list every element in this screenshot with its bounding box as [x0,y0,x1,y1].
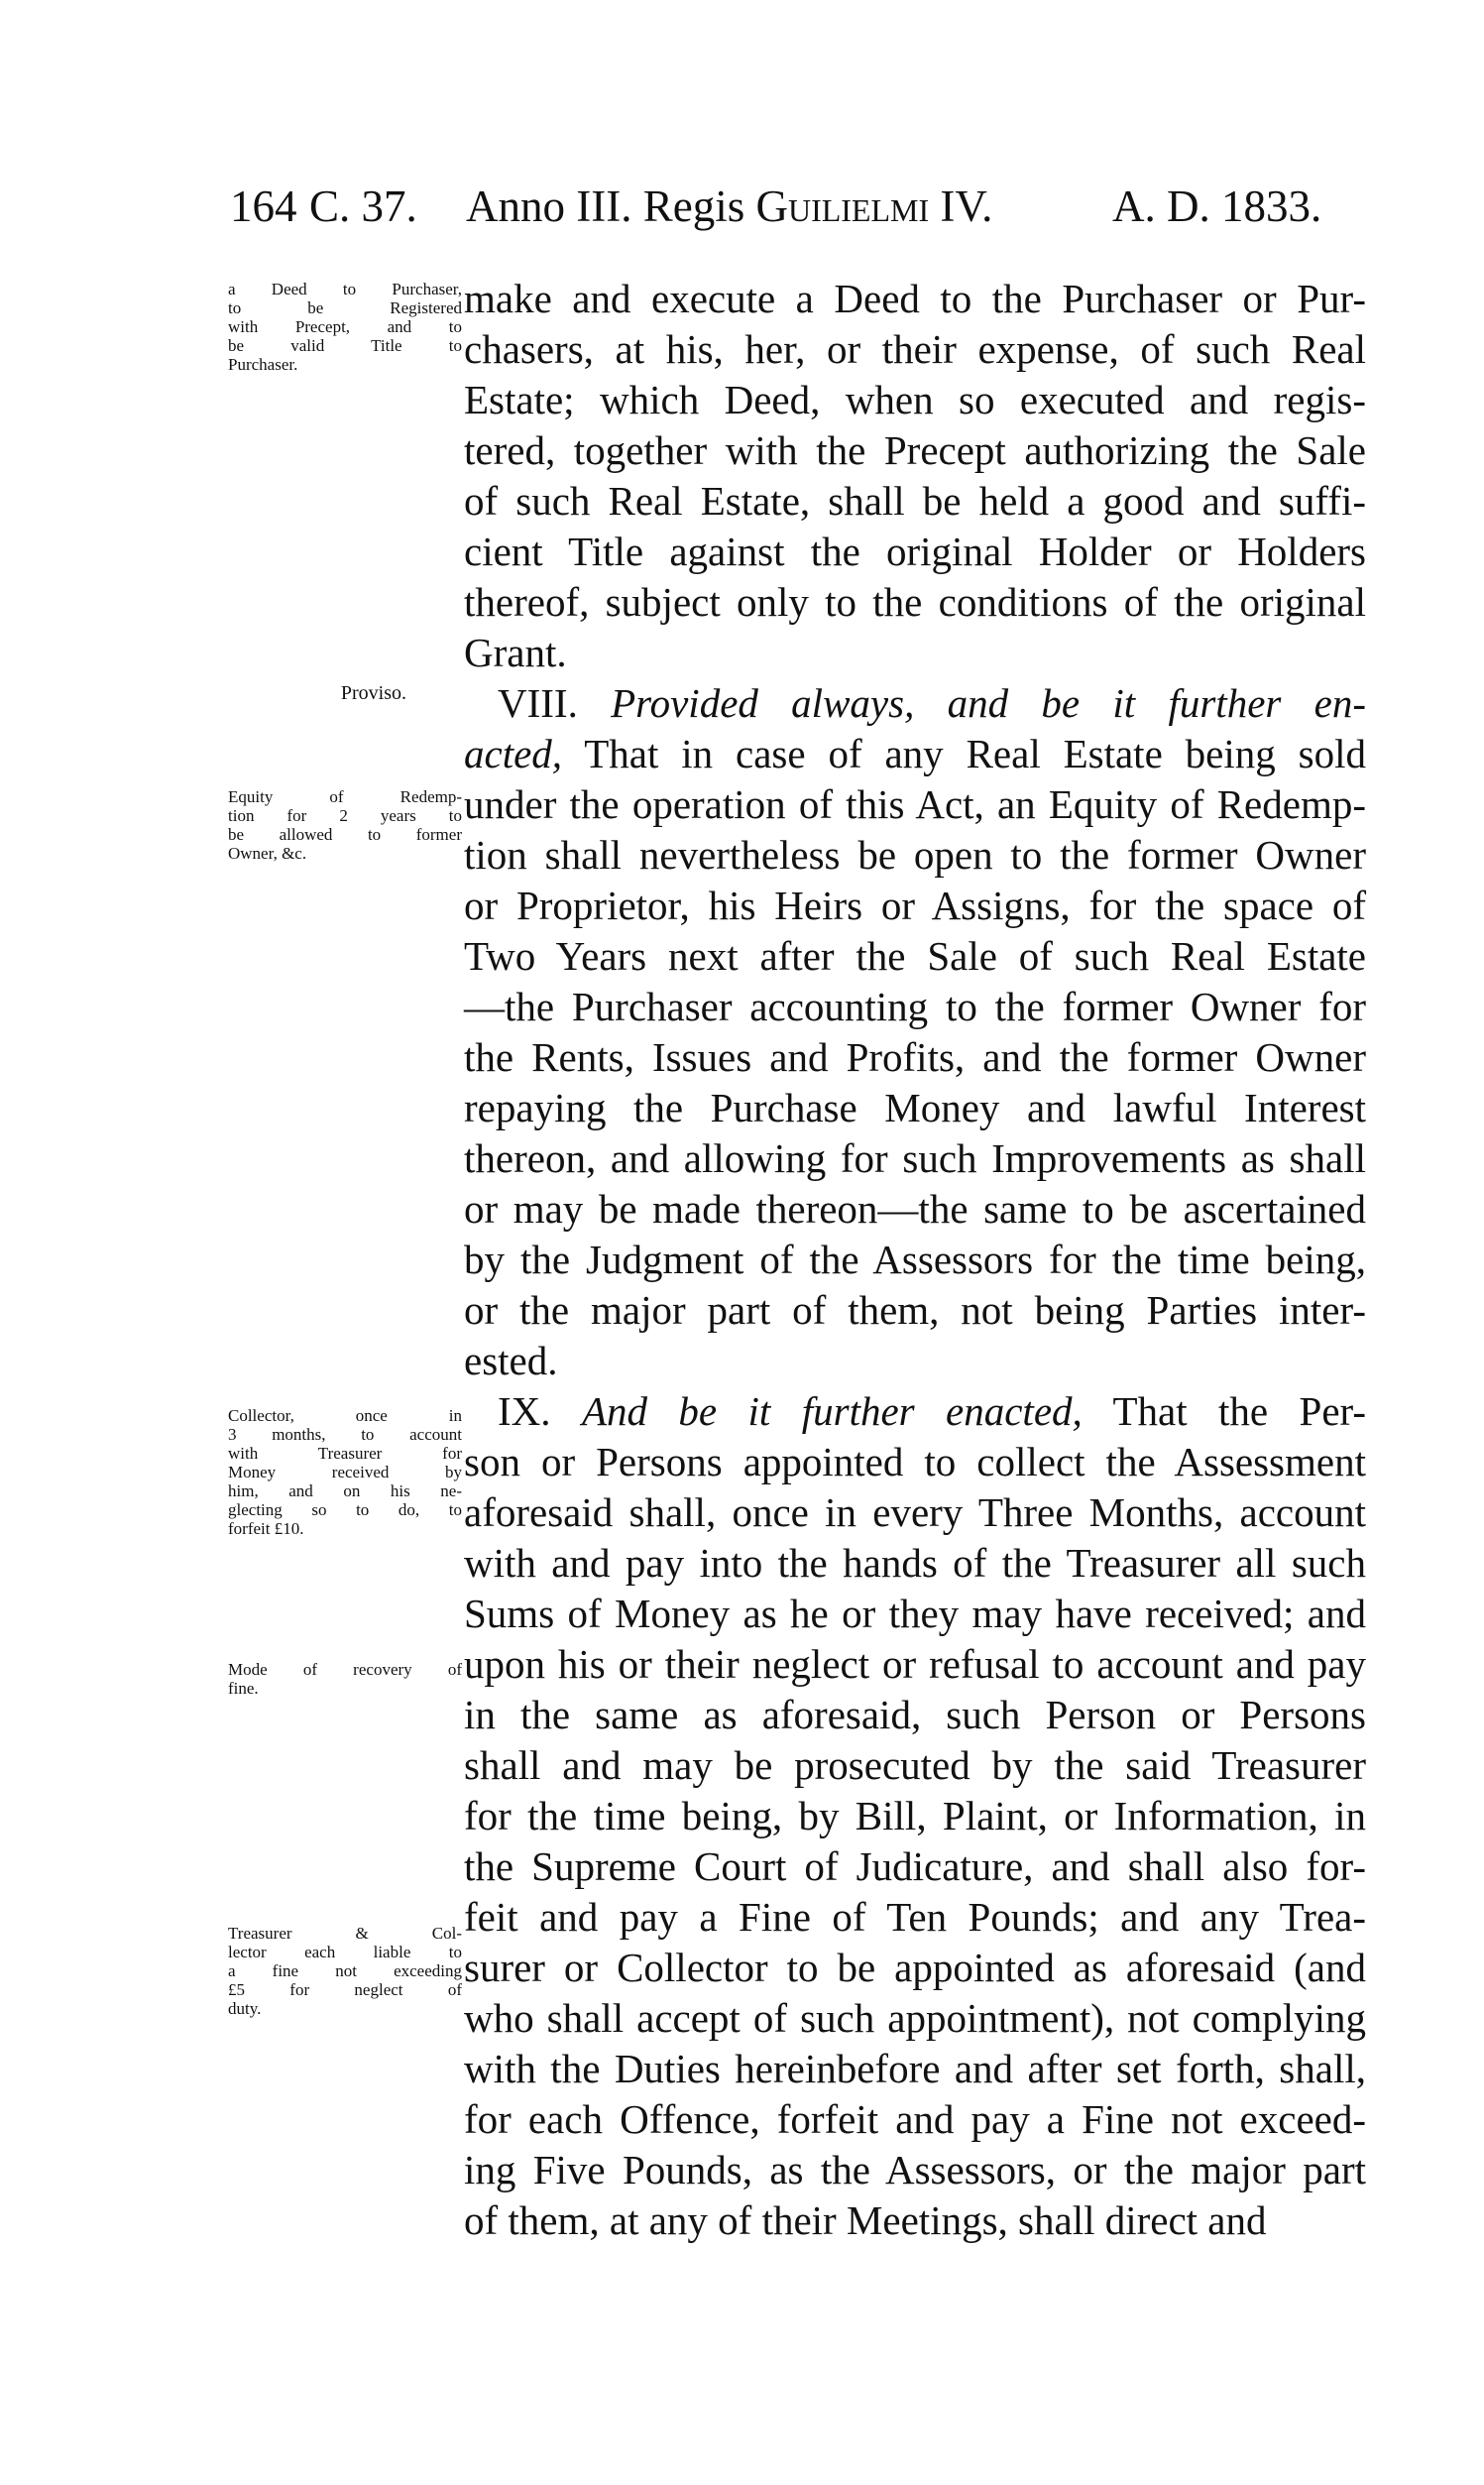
margin-note-line: be allowed to former [228,825,462,844]
section-9-line: the Supreme Court of Judicature, and shall also for- [464,1843,1366,1889]
section-9-enacting-italic: And be it further enacted, [581,1388,1083,1434]
section-9-heading [464,1386,1366,1437]
section-9-line: with and pay into the hands of the Treasurer all such [464,1540,1366,1586]
section-8-body [464,779,1366,1386]
margin-note-proviso [228,684,406,703]
margin-note-line: with Precept, and to [228,317,462,336]
margin-note-line: Money received by [228,1463,462,1481]
section-9-line: in the same as aforesaid, such Person or Persons [464,1692,1366,1737]
chapter-number: C. 37. [309,181,417,231]
section-9-line: upon his or their neglect or refusal to account and pay [464,1641,1366,1687]
paragraph-deed-line: of such Real Estate, shall be held a good and suffi- [464,478,1366,524]
margin-note-treasurer [228,1924,462,2018]
running-title-name: Guilielmi [755,181,930,231]
running-title-anno: Anno III. Regis [466,181,756,231]
section-9-line: who shall accept of such appointment), not complying [464,1995,1366,2041]
section-8-line: or may be made thereon—the same to be ascertained [464,1186,1366,1232]
margin-note-recovery [228,1660,462,1698]
margin-note-equity [228,787,462,863]
running-header [230,177,1360,236]
running-title-king: IV. [929,181,993,231]
paragraph-deed-line: chasers, at his, her, or their expense, of such Real [464,326,1366,372]
section-9-line: son or Persons appointed to collect the Assessment [464,1439,1366,1484]
section-8-line: tion shall nevertheless be open to the former Owner [464,832,1366,878]
margin-note-line: Owner, &c. [228,844,307,863]
margin-note-line: duty. [228,1999,262,2018]
margin-note-line: £5 for neglect of [228,1980,462,1999]
section-8-line: or Proprietor, his Heirs or Assigns, for the space of [464,883,1366,928]
margin-note-line: 3 months, to account [228,1425,462,1444]
section-8-line-2 [464,729,1366,779]
paragraph-deed-line: tered, together with the Precept authorizing the Sale [464,427,1366,473]
section-9-line: Sums of Money as he or they may have received; and [464,1591,1366,1636]
body-text [464,274,1366,2246]
paragraph-deed-line: Estate; which Deed, when so executed and regis- [464,377,1366,422]
margin-note-line: with Treasurer for [228,1444,462,1463]
section-8-line: ested. [464,1338,558,1383]
section-8-line: Two Years next after the Sale of such Real Estate [464,933,1366,979]
section-9-line: ing Five Pounds, as the Assessors, or the major part [464,2147,1366,2192]
margin-note-line: Purchaser. [228,355,298,374]
margin-note-line: a Deed to Purchaser, [228,280,462,298]
margin-note-line: Equity of Redemp- [228,787,462,806]
section-9-line: shall and may be prosecuted by the said Treasurer [464,1742,1366,1788]
margin-note-line: to be Registered [228,298,462,317]
margin-note-line: Treasurer & Col- [228,1924,462,1943]
section-9-line: feit and pay a Fine of Ten Pounds; and any Trea- [464,1894,1366,1940]
margin-note-line: Collector, once in [228,1406,462,1425]
section-8-enacting-italic-2: acted, [464,731,563,776]
section-8-heading [464,678,1366,729]
section-8-line: the Rents, Issues and Profits, and the former Owner [464,1034,1366,1080]
section-9-line: with the Duties hereinbefore and after set forth, shall, [464,2046,1366,2091]
year: A. D. 1833. [1112,181,1322,231]
section-9-number: IX. [498,1388,551,1434]
margin-note-line: fine. [228,1679,259,1698]
section-8-line: repaying the Purchase Money and lawful Interest [464,1085,1366,1130]
section-8-line: under the operation of this Act, an Equity of Redemp- [464,781,1366,827]
paragraph-deed-line: Grant. [464,630,567,675]
paragraph-deed-line: cient Title against the original Holder or Holders [464,529,1366,574]
paragraph-deed-line: thereof, subject only to the conditions of the original [464,579,1366,625]
section-8-line: —the Purchaser accounting to the former Owner for [464,984,1366,1029]
section-9-text-1: That the Per- [1082,1388,1367,1434]
margin-note-line: forfeit £10. [228,1519,304,1538]
margin-note-line: lector each liable to [228,1943,462,1961]
margin-note-deed [228,280,462,374]
section-9-line: for each Offence, forfeit and pay a Fine not exceed- [464,2096,1366,2142]
paragraph-deed-line: make and execute a Deed to the Purchaser or Pur- [464,276,1366,321]
running-title [466,177,992,236]
section-8-line: thereon, and allowing for such Improvements as shall [464,1135,1366,1181]
section-8-line: or the major part of them, not being Parties inter- [464,1287,1366,1333]
margin-note-line: tion for 2 years to [228,806,462,825]
section-9-line: for the time being, by Bill, Plaint, or Information, in [464,1793,1366,1838]
section-8-line: by the Judgment of the Assessors for the time being, [464,1237,1366,1282]
margin-note-line: glecting so to do, to [228,1500,462,1519]
page-number: 164 [230,181,297,231]
paragraph-deed [464,274,1366,678]
section-8-text-2: That in case of any Real Estate being sold [562,731,1366,776]
margin-note-line: a fine not exceeding [228,1961,462,1980]
section-8-enacting-italic: Provided always, and be it further en- [611,680,1366,726]
section-9-line: surer or Collector to be appointed as aforesaid (and [464,1945,1366,1990]
section-9-line: aforesaid shall, once in every Three Months, account [464,1489,1366,1535]
margin-note-line: be valid Title to [228,336,462,355]
margin-note-line: him, and on his ne- [228,1481,462,1500]
margin-note-collector [228,1406,462,1538]
margin-note-line: Proviso. [340,682,406,704]
margin-note-line: Mode of recovery of [228,1660,462,1679]
section-8-number: VIII. [498,680,578,726]
section-9-body [464,1437,1366,2246]
section-9-line: of them, at any of their Meetings, shall direct and [464,2197,1267,2243]
